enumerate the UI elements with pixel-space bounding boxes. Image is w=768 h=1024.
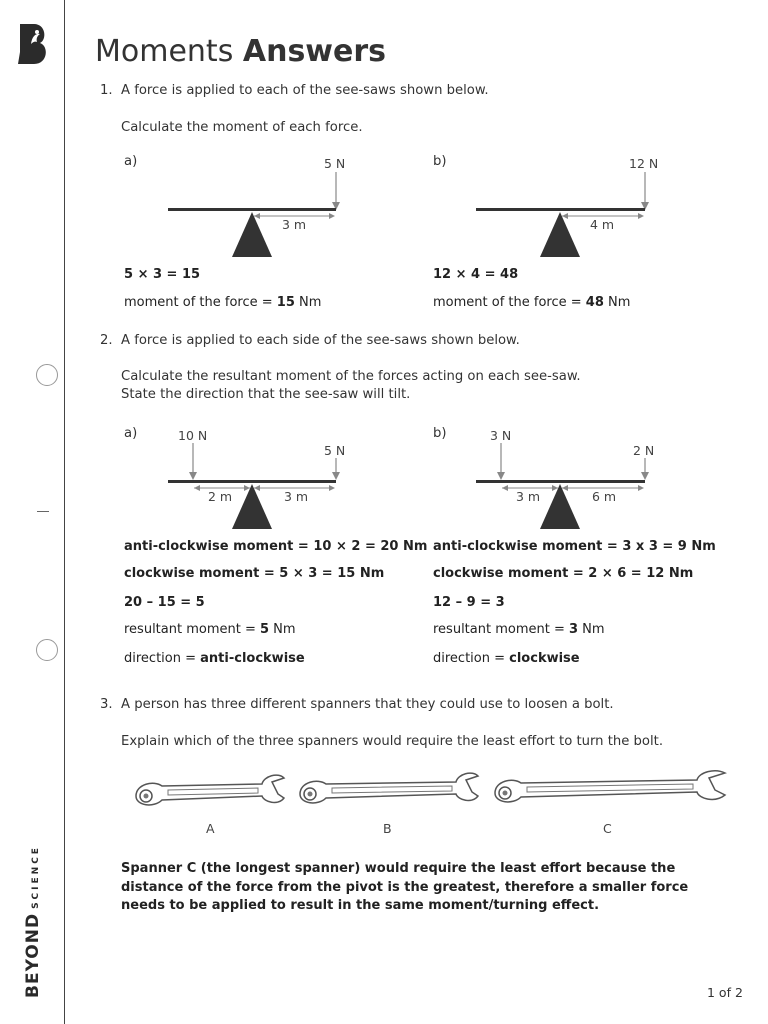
- seesaw-q2b: [468, 440, 658, 535]
- q1-text: A force is applied to each of the see-saws shown below.: [121, 83, 489, 98]
- spanner-c-icon: [491, 768, 731, 812]
- brand-name: BEYOND: [23, 912, 43, 998]
- q1b-calc: 12 × 4 = 48: [433, 267, 519, 282]
- spanner-a-icon: [132, 772, 288, 814]
- q2a-right-distance: 3 m: [284, 489, 309, 504]
- q2b-right-force: 2 N: [633, 443, 655, 458]
- fold-mark: [37, 511, 49, 512]
- title-bold: Answers: [242, 34, 387, 69]
- q1a-label: a): [124, 154, 138, 169]
- q1a-distance: 3 m: [282, 217, 307, 232]
- seesaw-q1a: [160, 168, 350, 263]
- q2a-right-force: 5 N: [324, 443, 346, 458]
- spanner-c-label: C: [603, 821, 612, 836]
- q2b-acw: anti-clockwise moment = 3 x 3 = 9 Nm: [433, 539, 716, 554]
- q3-answer: Spanner C (the longest spanner) would require the least effort because the distance of the force from the pivot is the greatest, therefore a smaller force needs to be applied to result in the same moment/turning effect.: [121, 861, 689, 913]
- spanner-a-label: A: [206, 821, 215, 836]
- q1b-force: 12 N: [629, 156, 659, 171]
- q2a-left-force: 10 N: [178, 428, 208, 443]
- q1b-distance: 4 m: [590, 217, 615, 232]
- q3-instruction: Explain which of the three spanners would require the least effort to turn the bolt.: [121, 734, 664, 749]
- q2-instruction-1: Calculate the resultant moment of the forces acting on each see-saw.: [121, 369, 581, 384]
- seesaw-q1b: [468, 168, 658, 263]
- q3-number: 3.: [100, 697, 113, 712]
- q1a-moment: moment of the force = 15 Nm: [124, 295, 322, 310]
- q2b-direction: direction = clockwise: [433, 651, 580, 666]
- q2-text: A force is applied to each side of the see-saws shown below.: [121, 333, 520, 348]
- q2b-right-distance: 6 m: [592, 489, 617, 504]
- spanner-b-icon: [296, 770, 482, 812]
- q1-number: 1.: [100, 83, 113, 98]
- q2b-cw: clockwise moment = 2 × 6 = 12 Nm: [433, 566, 694, 581]
- seesaw-q2a: [160, 440, 350, 535]
- q2a-acw: anti-clockwise moment = 10 × 2 = 20 Nm: [124, 539, 428, 554]
- punch-hole-top: [36, 364, 58, 386]
- q2b-left-distance: 3 m: [516, 489, 541, 504]
- q1a-calc: 5 × 3 = 15: [124, 267, 201, 282]
- q1-instruction: Calculate the moment of each force.: [121, 120, 363, 135]
- q2b-left-force: 3 N: [490, 428, 512, 443]
- q2a-left-distance: 2 m: [208, 489, 233, 504]
- title-main: Moments: [95, 34, 243, 69]
- q2b-diff: 12 – 9 = 3: [433, 595, 505, 610]
- q1b-moment: moment of the force = 48 Nm: [433, 295, 631, 310]
- q2a-cw: clockwise moment = 5 × 3 = 15 Nm: [124, 566, 385, 581]
- q2-number: 2.: [100, 333, 113, 348]
- spanner-b-label: B: [383, 821, 392, 836]
- punch-hole-bottom: [36, 639, 58, 661]
- logo-b-icon: [16, 22, 52, 66]
- q2a-diff: 20 – 15 = 5: [124, 595, 205, 610]
- q2a-direction: direction = anti-clockwise: [124, 651, 305, 666]
- q2a-resultant: resultant moment = 5 Nm: [124, 622, 296, 637]
- margin-line: [64, 0, 65, 1024]
- brand-subname: SCIENCE: [31, 845, 41, 909]
- q3-text: A person has three different spanners that they could use to loosen a bolt.: [121, 697, 614, 712]
- brand-wordmark: [23, 845, 43, 998]
- q2-instruction-2: State the direction that the see-saw will tilt.: [121, 387, 411, 402]
- q2b-resultant: resultant moment = 3 Nm: [433, 622, 605, 637]
- q2b-label: b): [433, 426, 447, 441]
- page-title: [95, 34, 386, 69]
- page-number: 1 of 2: [707, 985, 743, 1000]
- q1b-label: b): [433, 154, 447, 169]
- q1a-force: 5 N: [324, 156, 346, 171]
- q2a-label: a): [124, 426, 138, 441]
